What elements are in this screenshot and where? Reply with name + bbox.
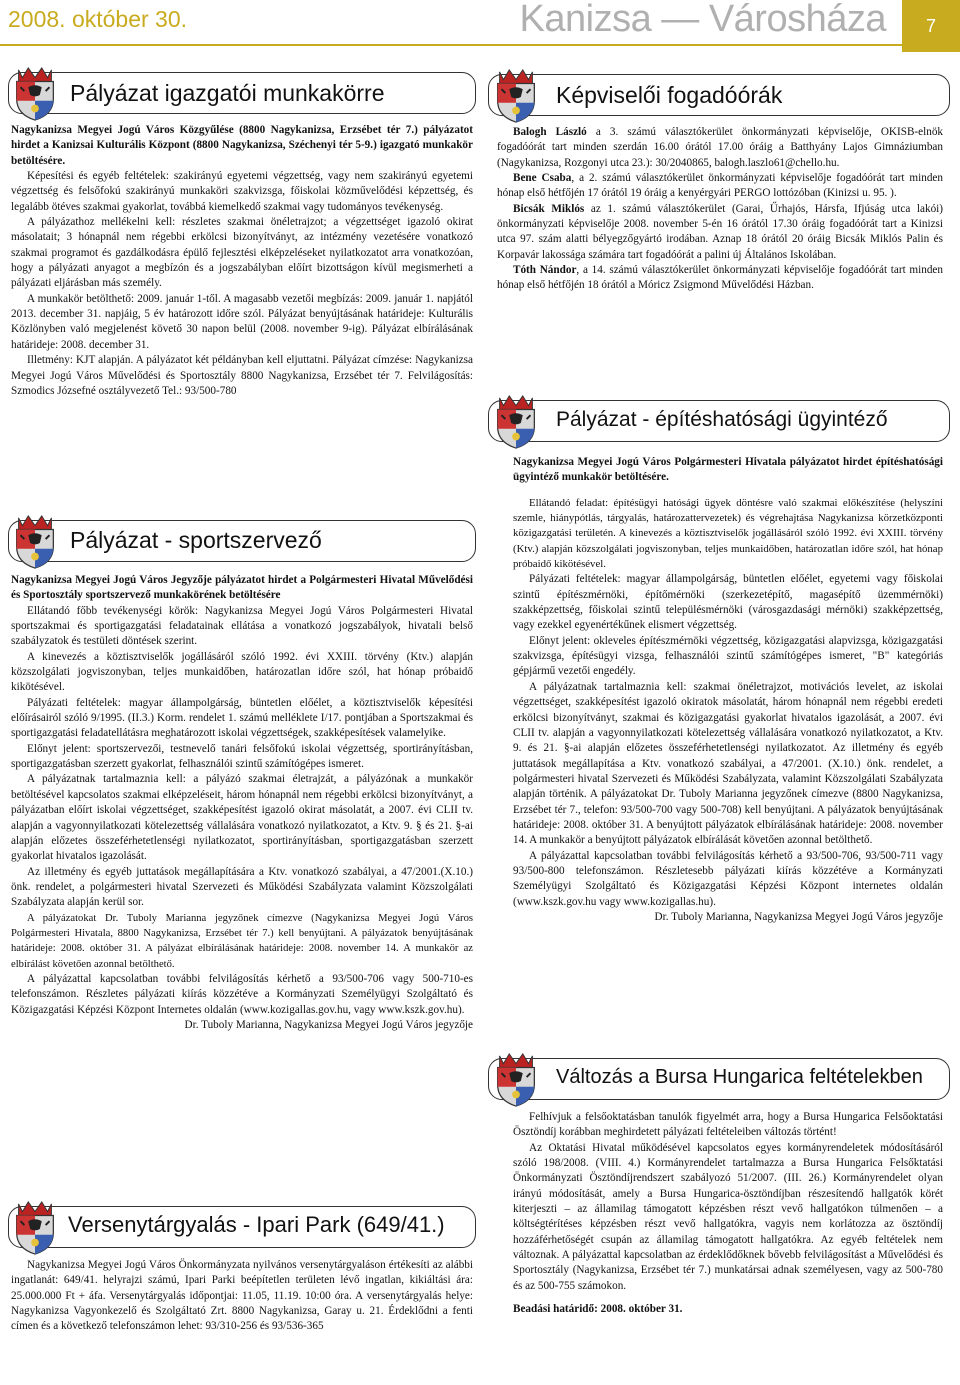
rep-text: a 3. számú választókerület önkormányzati képviselője, OKISB-elnök fogadóórát tart minden szerdán 16.00 órától 17.00 óráig a Batthyány Lajos Gimnáziumban (Nagykanizsa, Rozgonyi utca 23.): 30/2040865, balogh.laszlo61@chello.hu. <box>497 126 944 169</box>
rep-entry <box>497 125 943 171</box>
paragraph: Illetmény: KJT alapján. A pályázatot két példányban kell eljuttatni. Pályázat címzése: Nagykanizsa Megyei Jogú Város Művelődési és Sportosztály 8800 Nagykanizsa, Erzsébet tér 7. Felvilágosítás: Szmodics Józsefné osztályvezető Tel.: 93/500-780 <box>11 354 473 397</box>
article-title: Változás a Bursa Hungarica feltételekben <box>556 1066 923 1088</box>
article-epiteshatosagi <box>513 455 943 925</box>
masthead: Kanizsa — Városháza <box>519 0 886 40</box>
paragraph: Az Oktatási Hivatal működésével kapcsolatos egyes kormányrendeletek módosításáról szóló 198/2008. (VIII. 4.) Kormányrendelet tartalmazza a Bursa Hungarica Felsőktatási Önkormányzati Ösztöndíjrendszert szabályozó 51/2007. (III. 26.) Kormányrendelet olyan irányú módosítását, amely a Bursa Hungarica-ösztöndíjban részesítendő hallgatók körét kiterjeszti – az államilag támogatott képzésben részt vevő hallgatókon túlmenően – a költségtérítéses képzésben részt vevő hallgatókra, vagyis nem korlátozza az ösztöndíj hozzáférhetőségét csupán az államilag támogatott hallgatókra. Az egyéb feltételek nem változnak. A pályázattal kapcsolatban az érdeklődőknek bővebb felvilágosítást a Művelődési és Sportosztály (Nagykanizsa, Erzsébet tér 7.) munkatársai adnak személyesen, vagy az 500-780 és az 500-755 számokon. <box>513 1141 943 1292</box>
article-igazgato <box>11 123 473 399</box>
page-number: 7 <box>902 0 960 52</box>
deadline: Beadási határidő: 2008. október 31. <box>513 1303 683 1316</box>
paragraph: Képesítési és egyéb feltételek: szakirányú egyetemi végzettség, vagy nem szakirányú egyetemi végzettség és felsőfokú szakirányú munkaköri szakvizsga, főiskolai közművelődési képzettség, és legalább ötéves szakmai gyakorlat, továbbá kiemelkedő szakmai vagy tudományos tevékenység. <box>11 170 473 213</box>
article-bursa <box>513 1110 943 1317</box>
coat-of-arms-icon <box>491 68 541 124</box>
paragraph: Nagykanizsa Megyei Jogú Város Önkormányzata nyilvános versenytárgyaláson értékesíti az alábbi ingatlanát: 649/41. helyrajzi számú, Ipari Parki beépítetlen területen lévő ingatlan, kikiáltási ára: 25.000.000 Ft + áfa. Versenytárgyalás időpontjai: 11.05, 11.19. 10:00 óra. A versenytárgyalás helye: Nagykanizsa Vagyonkezelő és Szolgáltató Zrt. 8800 Nagykanizsa, Garay u. 21. Érdeklődni a fenti címen és a következő telefonszámon lehet: 93/310-256 és 93/536-365 <box>11 1259 473 1333</box>
coat-of-arms-icon <box>10 1200 60 1256</box>
article-title: Képviselői fogadóórák <box>556 82 783 108</box>
rep-name: Tóth Nándor <box>513 264 577 277</box>
rep-text: , a 2. számú választókerület önkormányzati képviselője fogadóórát tart minden hónap első hétfőjén 17 órától 19 óráig a kenyérgyári PERGO lottózóban (Kinizsi u. 95. ). <box>497 172 943 200</box>
article-sportszervezo <box>11 573 473 1033</box>
paragraph: A kinevezés a köztisztviselők jogállásáról szóló 1992. évi XXIII. törvény (Ktv.) alapján közszolgálati jogviszonyban, teljes munkaidőben, határozatlan időre szól, hat hónap próbaidő kikötésével. <box>11 650 473 694</box>
issue-date: 2008. október 30. <box>8 6 188 32</box>
coat-of-arms-icon <box>491 394 541 450</box>
lead-paragraph: Nagykanizsa Megyei Jogú Város Közgyűlése (8800 Nagykanizsa, Erzsébet tér 7.) pályázatot hirdet a Kanizsai Kulturális Központ (8800 Nagykanizsa, Széchenyi tér 5-9.) igazgató munkakör betöltésére. <box>11 124 473 167</box>
coat-of-arms-icon <box>10 514 60 570</box>
paragraph: Pályázati feltételek: magyar állampolgárság, büntetlen előélet, a köztisztviselők képesítési előírásairól szóló 9/1995. (II.3.) Korm. rendelet 1. számú melléklete I/17. pontjában a Sportszakmai és sportigazgatási feladatellátásra meghatározott iskolai végzettségek, szakképesítések valamelyike. <box>11 696 473 740</box>
paragraph: A munkakör betölthető: 2009. január 1-től. A magasabb vezetői megbízás: 2009. január 1. napjától 2013. december 31. napjáig, 5 év határozott időre szól. Pályázat benyújtásának határideje: Kulturális Közlönyben való megjelenést követő 30 napon belül (2008. november 9-ig). Pályázat elbírálásának határideje: 2008. december 31. <box>11 292 473 351</box>
paragraph: A pályázattal kapcsolatban további felvilágosítás kérhető a 93/500-706, 93/500-711 vagy 93/500-800 telefonszámon. Részletesebb pályázati kiírás közzétéve a Kormányzati Személyügyi Szolgáltató és Közigazgatási Képzési Központ internetes oldalán (www.kszk.gov.hu vagy www.kozigallas.hu). <box>513 849 943 908</box>
article-title: Pályázat igazgatói munkakörre <box>70 80 385 106</box>
lead-paragraph: Nagykanizsa Megyei Jogú Város Polgármesteri Hivatala pályázatot hirdet építéshatósági ügyintéző munkakör betöltésére. <box>513 456 943 484</box>
article-fogadoorak <box>497 125 943 294</box>
article-title: Pályázat - sportszervező <box>70 527 322 553</box>
signature: Dr. Tuboly Marianna, Nagykanizsa Megyei Jogú Város jegyzője <box>184 1018 473 1031</box>
paragraph: A pályázathoz mellékelni kell: részletes szakmai önéletrajzot; a végzettséget igazoló okirat másolatait; 3 hónapnál nem régebbi erkölcsi bizonyítványt, az intézmény vezetésére vonatkozó szakmai programot és gazdálkodásra épülő fejlesztési elképzeléseket nyilatkozatot arra vonatkozóan, hogy a pályázati anyagot a megbízón és a jogszabályban előírt bizottságon kívül megismerheti a pályázati eljárásban más személy. <box>11 216 473 290</box>
paragraph: Ellátandó főbb tevékenységi körök: Nagykanizsa Megyei Jogú Város Polgármesteri Hivatal sportszakmai és sportigazgatási feladatainak ellátása a vonatkozó jogszabályok, hivatali belső szabályzatok és testületi döntések szerint. <box>11 604 473 648</box>
rep-name: Bicsák Miklós <box>513 202 585 215</box>
paragraph: A pályázattal kapcsolatban további felvilágosítás kérhető a 93/500-706 vagy 500-710-es telefonszámon. Részletes pályázati kiírás közzétéve a Kormányzati Személyügyi Szolgáltató és Közigazgatási Képzési Központ Internetes oldalán (www.kozigallas.gov.hu, vagy www.kszk.gov.hu). <box>11 972 473 1016</box>
rep-name: Bene Csaba <box>513 172 572 185</box>
header-rule <box>0 44 902 46</box>
paragraph: Az illetmény és egyéb juttatások megállapítására a Ktv. vonatkozó szabályai, a 47/2001.(X.10.) önk. rendelet, a polgármesteri hivatal Szervezeti és Működési Szabályzata valamint Közszolgálati Szabályzata alapján kerül sor. <box>11 865 473 909</box>
paragraph: Előnyt jelent: okleveles építészmérnöki végzettség, közigazgatási alapvizsga, közigazgatási szakvizsga, építésügyi vizsga, felhasználói szintű számítógépes ismeret, "B" kategóriás gépjármű vezetői engedély. <box>513 634 943 678</box>
rep-name: Balogh László <box>513 126 587 138</box>
paragraph: Előnyt jelent: sportszervezői, testnevelő tanári felsőfokú iskolai végzettség, sportirányításban, sportigazgatásban szerzett gyakorlat, felhasználói szintű számítógépes ismeret. <box>11 742 473 771</box>
paragraph: Felhívjuk a felsőoktatásban tanulók figyelmét arra, hogy a Bursa Hungarica Felsőoktatási Ösztöndíj korábban meghirdetett pályázati feltételeiben változás történt! <box>513 1111 943 1139</box>
rep-entry <box>497 171 943 202</box>
rep-text: , a 14. számú választókerület önkormányzati képviselője fogadóórát tart minden hónap első hétfőjén 18 órától a Móricz Zsigmond Művelődési Házban. <box>497 264 943 292</box>
signature: Dr. Tuboly Marianna, Nagykanizsa Megyei Jogú Város jegyzője <box>654 910 943 923</box>
paragraph: Ellátandó feladat: építésügyi hatósági ügyek döntésre való szakmai előkészítése (helyszíni szemle, hiánypótlás, tárgyalás, határozattervezetek) és végrehajtása Nagykanizsa körzetközponti közigazgatási területén. A kinevezés a köztisztviselők jogállásáról szóló 1992. évi XXIII. törvény (Ktv.) alapján közszolgálati jogviszonyban, teljes munkaidőben, határozatlan időre szól, hat hónap próbaidő kikötésével. <box>513 496 943 571</box>
article-versenytargyalas <box>11 1258 473 1335</box>
article-title: Versenytárgyalás - Ipari Park (649/41.) <box>68 1212 445 1237</box>
paragraph: A pályázatnak tartalmaznia kell: a pályázó szakmai életrajzát, a pályázónak a munkakör betöltésével kapcsolatos szakmai elképzeléseit, három hónapnál nem régebbi erkölcsi bizonyítványt, a pályázatban előírt iskolai végzettséget, szakképesítést igazoló okirat másolatát, a 2007. évi CLII tv. alapján a vagyonnyilatkozati kötelezettség vállalására vonatkozó nyilatkozatot, a Ktv. 9. § és 21. §-ai alapján előzetes összeférhetetlenségi nyilatkozatot, sportirányításban, sportigazgatásban szerzett gyakorlat hivatalos igazolását. <box>11 773 473 863</box>
paragraph: A pályázatnak tartalmaznia kell: szakmai önéletrajzot, motivációs levelet, az iskolai végzettséget, szakképesítést igazoló okiratok másolatát, három hónapnál nem régebbi eredeti erkölcsi bizonyítványt, szakmai és közigazgatási gyakorlat hivatalos igazolását, a 2007. évi CLII tv. alapján a vagyonnyilatkozati kötelezettség vállalására vonatkozó nyilatkozatot, a Ktv. 9. és 21. §-ai alapján előzetes összeférhetetlenségi nyilatkozatot. Az illetmény és egyéb juttatások megállapítása a Ktv. vonatkozó szabályai, a 47/2001. (X.10.) önk. rendelet, a polgármesteri hivatal Szervezeti és Működési Szabályzata, valamint Közszolgálati Szabályzata alapján történik. A pályázatokat Dr. Tuboly Marianna jegyzőnek címezve (8800 Nagykanizsa, Erzsébet tér 7., telefon: 93/500-700 vagy 500-708) kell benyújtani. A pályázatok benyújtásának határideje: 2008. október 31. A benyújtott pályázatok elbírálásának határideje: 2008. november 14. A munkakör a benyújtott pályázatok elbírálását követően azonnal betölthető. <box>513 680 943 847</box>
rep-entry <box>497 263 943 294</box>
coat-of-arms-icon <box>10 66 60 122</box>
paragraph: A pályázatokat Dr. Tuboly Marianna jegyzőnek címezve (Nagykanizsa Megyei Jogú Város Polgármesteri Hivatala, 8800 Nagykanizsa, Erzsébet tér 7.) kell benyújtani. A pályázatok benyújtásának határideje: 2008. október 31. A pályázat elbírálásának határideje: 2008. november 14. A munkakör az elbírálást követően azonnal betölthető. <box>11 912 473 970</box>
article-title: Pályázat - építéshatósági ügyintéző <box>556 408 888 431</box>
coat-of-arms-icon <box>491 1052 541 1108</box>
paragraph: Pályázati feltételek: magyar állampolgárság, büntetlen előélet, egyetemi vagy főiskolai szintű építészmérnöki, építőmérnöki (szerkezetépítő, magasépítő üzemmérnöki) szakképzettség, főiskolai szintű településmérnöki (városgazdasági mérnöki) szakképzettség, vagy ezekkel egyenértékűnek elismert végzettség. <box>513 573 943 632</box>
rep-entry <box>497 202 943 263</box>
rep-text: az 1. számú választókerület (Garai, Űrhajós, Hársfa, Ifjúság utca lakói) önkormányzati képviselője 2008. november 5-én 16 órától 17.30 óráig fogadóórát tart a Kinizsi utca 97. szám alatti bélyegzőgyártó irodában. Aznap 18 órától 20 óráig Bicsák Miklós Palin és Korpavár lakossága számára tart fogadóórát a palini új Általános Iskolában. <box>497 202 943 261</box>
lead-paragraph: Nagykanizsa Megyei Jogú Város Jegyzője pályázatot hirdet a Polgármesteri Hivatal Művelődési és Sportosztály sportszervező munkakörének betöltésére <box>11 574 473 602</box>
